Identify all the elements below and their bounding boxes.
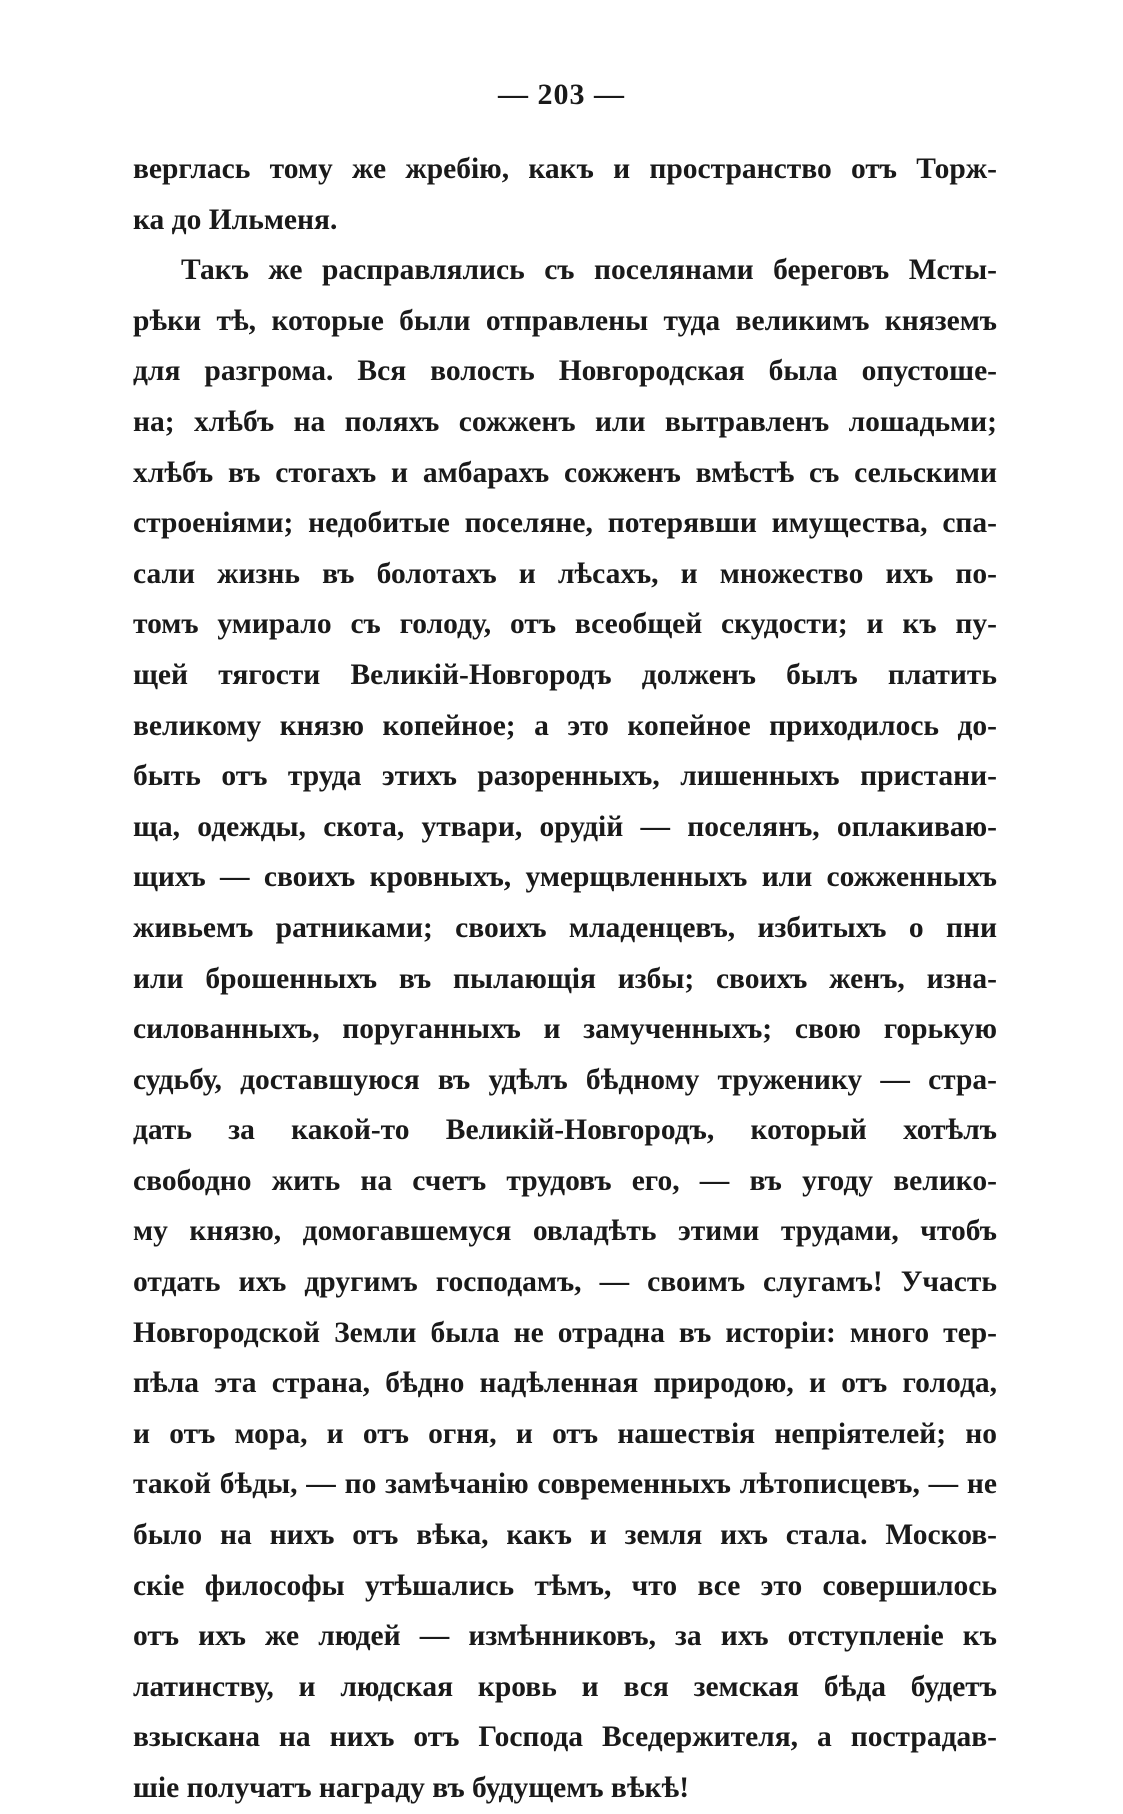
text-line: великому князю копейное; а это копейное приходилось до- [133,709,997,742]
text-line: хлѣбъ въ стогахъ и амбарахъ сожженъ вмѣстѣ съ сельскими [133,456,997,489]
text-line: судьбу, доставшуюся въ удѣлъ бѣдному труженику — стра- [133,1063,997,1096]
text-line: или брошенныхъ въ пылающія избы; своихъ женъ, изна- [133,962,997,995]
text-line: щей тягости Великій-Новгородъ долженъ былъ платить [133,658,997,691]
text-line: щихъ — своихъ кровныхъ, умерщвленныхъ или сожженныхъ [133,861,997,894]
text-line: строеніями; недобитые поселяне, потерявши имущества, спа- [133,507,997,540]
text-line: было на нихъ отъ вѣка, какъ и земля ихъ стала. Москов- [133,1519,997,1552]
text-line: такой бѣды, — по замѣчанію современныхъ лѣтописцевъ, — не [133,1468,997,1501]
text-line: скіе философы утѣшались тѣмъ, что все это совершилось [133,1569,997,1602]
text-line: отдать ихъ другимъ господамъ, — своимъ слугамъ! Участь [133,1266,997,1299]
text-line: ща, одежды, скота, утвари, орудій — поселянъ, оплакиваю- [133,810,997,843]
text-line: быть отъ труда этихъ разоренныхъ, лишенныхъ пристани- [133,760,997,793]
text-line: для разгрома. Вся волость Новгородская была опустоше- [133,355,997,388]
text-line: сали жизнь въ болотахъ и лѣсахъ, и множество ихъ по- [133,557,997,590]
text-line: на; хлѣбъ на поляхъ сожженъ или вытравленъ лошадьми; [133,405,997,438]
body-text [133,144,997,1814]
text-line: ка до Ильменя. [133,203,338,236]
text-line: томъ умирало съ голоду, отъ всеобщей скудости; и къ пу- [133,608,997,641]
text-line: силованныхъ, поруганныхъ и замученныхъ; свою горькую [133,1013,997,1046]
text-line: живьемъ ратниками; своихъ младенцевъ, избитыхъ о пни [133,911,997,944]
text-line: свободно жить на счетъ трудовъ его, — въ угоду велико- [133,1164,997,1197]
text-line: латинству, и людская кровь и вся земская бѣда будетъ [133,1670,997,1703]
text-line: Такъ же расправлялись съ поселянами береговъ Мсты- [181,254,997,287]
text-line: рѣки тѣ, которые были отправлены туда великимъ княземъ [133,304,997,337]
text-line: взыскана на нихъ отъ Господа Вседержителя, а пострадав- [133,1721,997,1754]
page-number: — 203 — [498,78,625,111]
text-line: Новгородской Земли была не отрадна въ исторіи: много тер- [133,1316,997,1349]
text-line: и отъ мора, и отъ огня, и отъ нашествія непріятелей; но [133,1417,997,1450]
text-line: шіе получатъ награду въ будущемъ вѣкѣ! [133,1772,690,1804]
text-line: верглась тому же жребію, какъ и пространство отъ Торж- [133,153,997,185]
text-line: пѣла эта страна, бѣдно надѣленная природою, и отъ голода, [133,1367,997,1400]
text-line: дать за какой-то Великій-Новгородъ, который хотѣлъ [133,1114,997,1147]
text-line: му князю, домогавшемуся овладѣть этими трудами, чтобъ [133,1215,997,1248]
text-line: отъ ихъ же людей — измѣнниковъ, за ихъ отступленіе къ [133,1620,997,1653]
